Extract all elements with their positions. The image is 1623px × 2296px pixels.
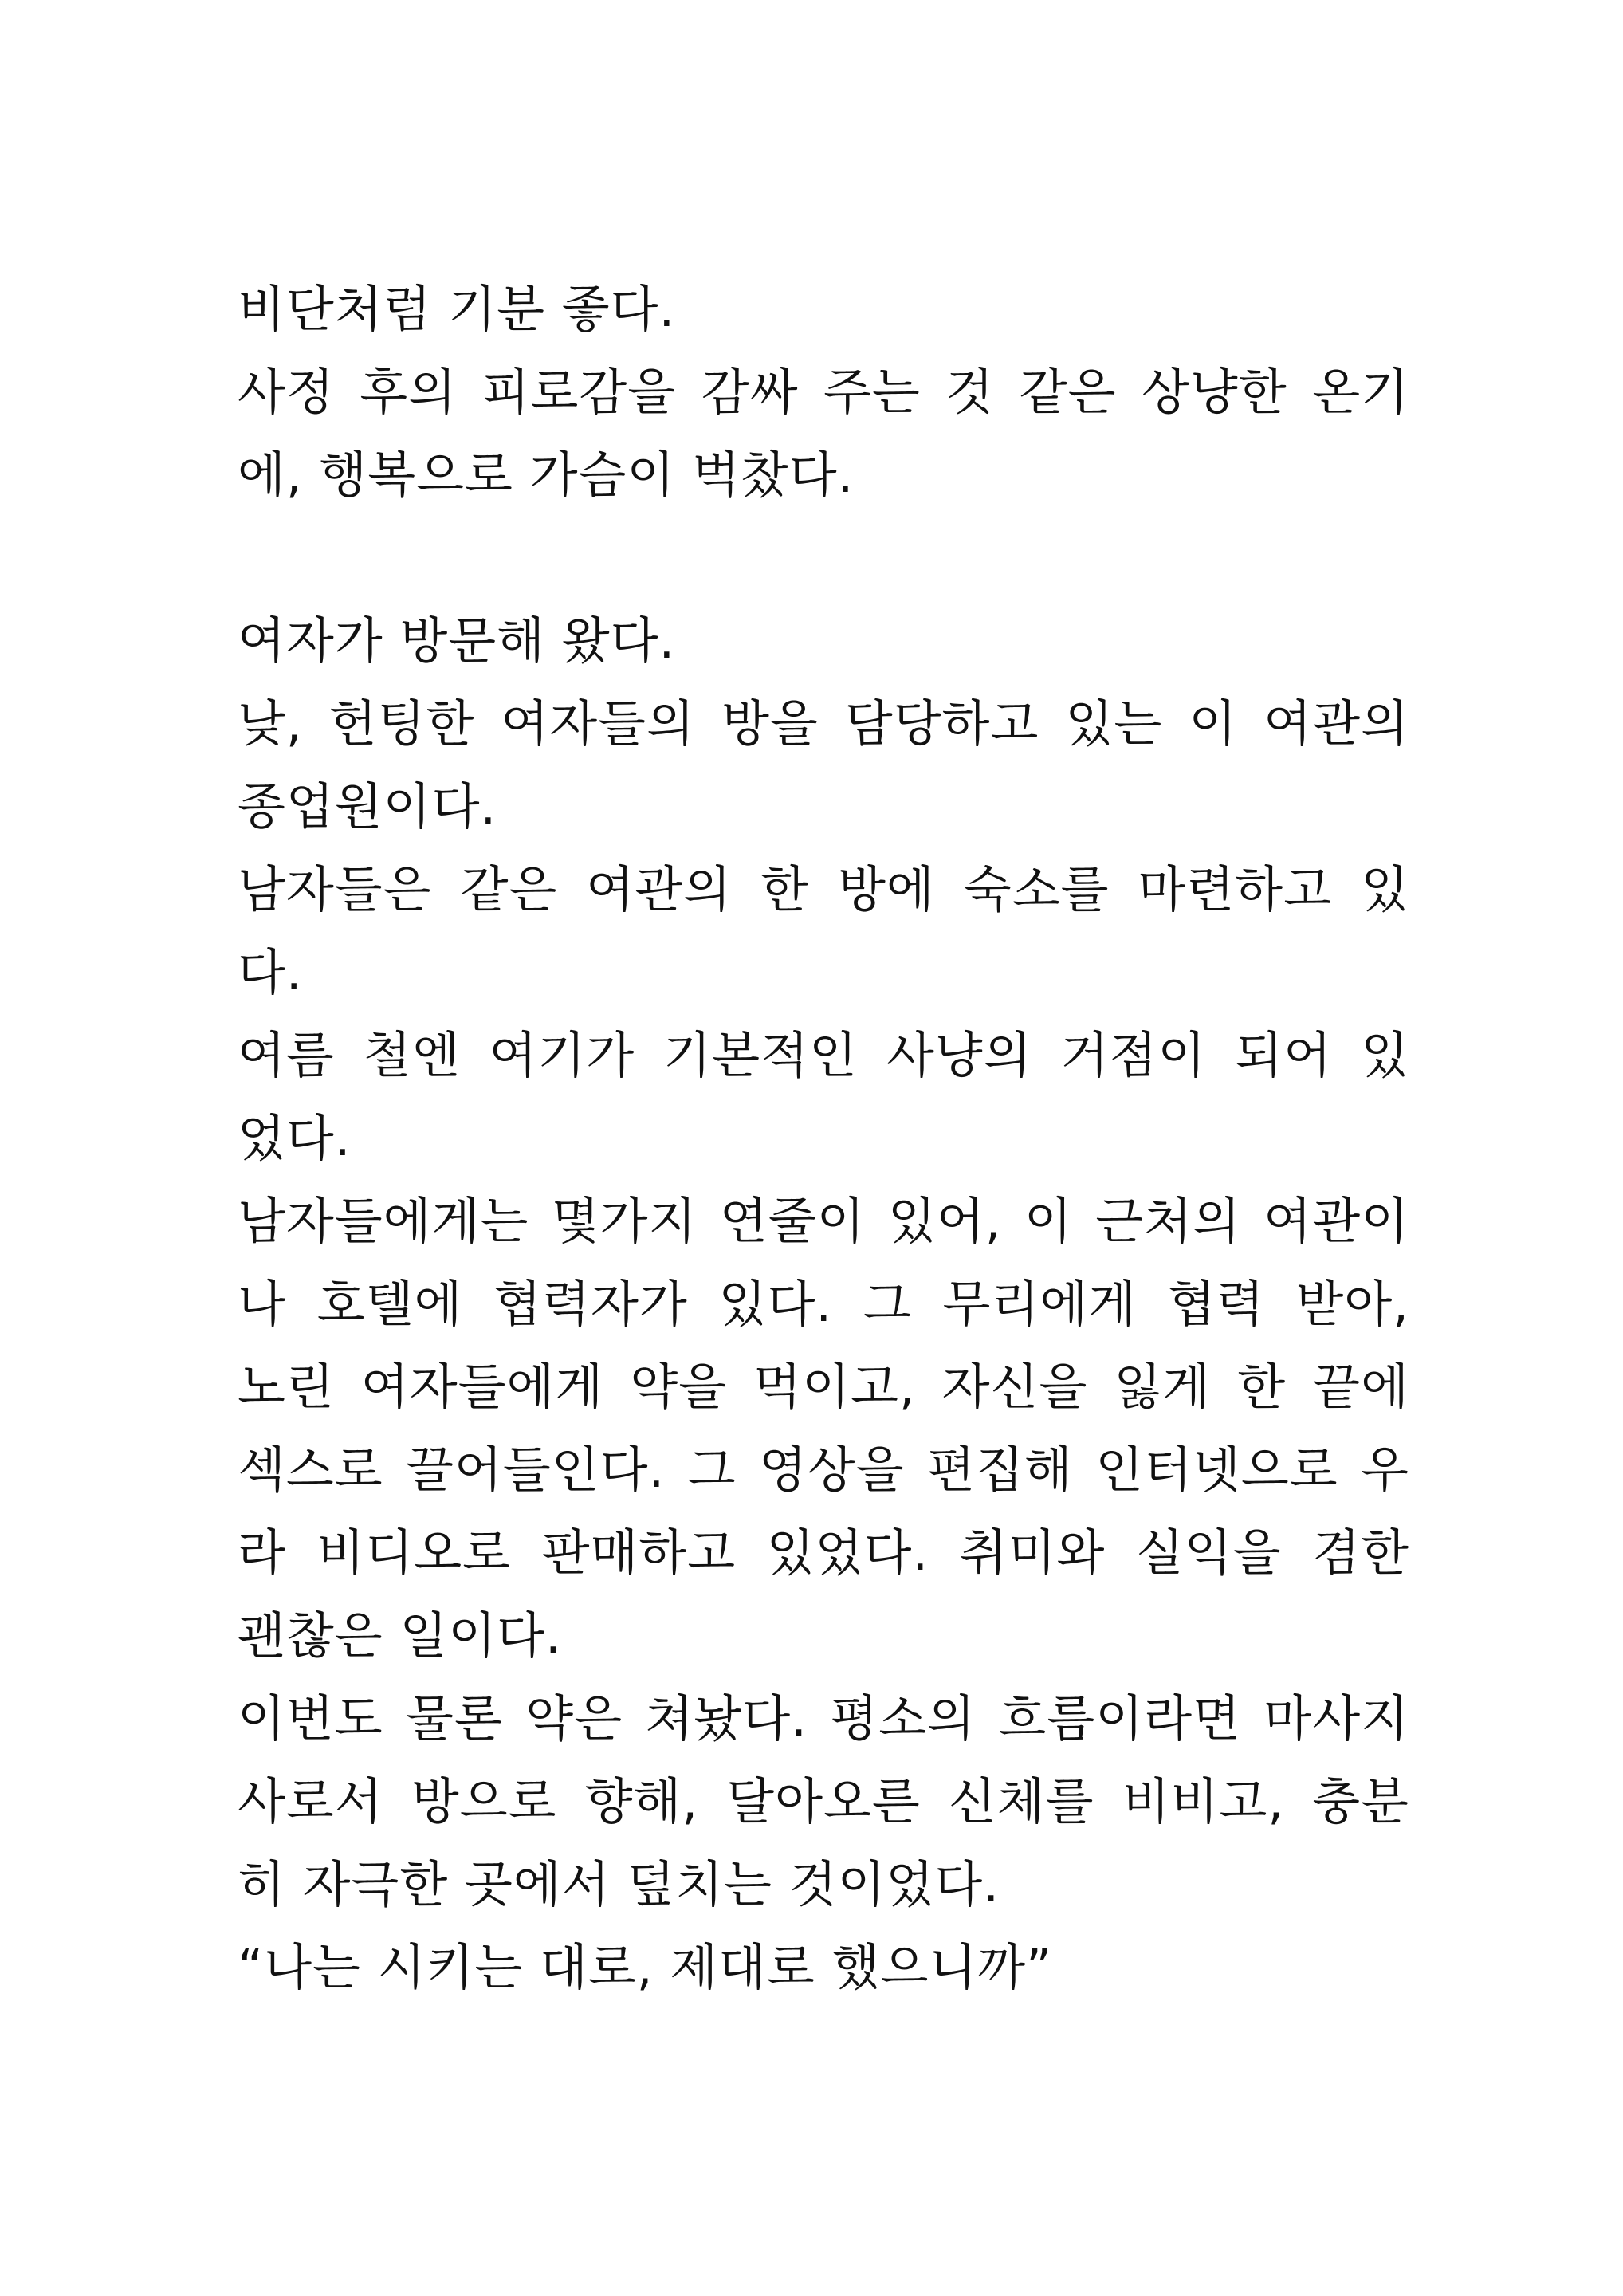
- text-line: 나 호텔에 협력자가 있다. 그 무리에게 협력 받아,: [238, 1275, 1409, 1333]
- text-line: 여자가 방문해 왔다.: [238, 611, 676, 670]
- text-line: 낮, 헌팅한 여자들의 방을 담당하고 있는 이 여관의: [238, 694, 1409, 753]
- text-line: 사로서 방으로 향해, 달아오른 신체를 비비고, 충분: [238, 1772, 1409, 1830]
- text-line: 히 자극한 곳에서 덮치는 것이었다.: [238, 1855, 1000, 1913]
- text-line: 었다.: [238, 1109, 352, 1167]
- text-line: 노린 여자들에게 약을 먹이고, 자신을 잃게 한 끝에: [238, 1358, 1409, 1416]
- text-line: 이번도 물론 약은 쳐놨다. 평소의 흐름이라면 마사지: [238, 1689, 1409, 1748]
- text-line: 종업원이다.: [238, 777, 497, 835]
- text-line: 에, 행복으로 가슴이 벅찼다.: [238, 446, 855, 504]
- text-line: 비단처럼 기분 좋다.: [238, 280, 676, 338]
- text-line: 사정 후의 피로감을 감싸 주는 것 같은 상냥한 온기: [238, 363, 1409, 421]
- text-line: 여름 철엔 여기가 기본적인 사냥의 거점이 되어 있: [238, 1026, 1409, 1084]
- text-line: 남자들에게는 몇가지 연줄이 있어, 이 근처의 여관이: [238, 1192, 1409, 1250]
- text-line: 다.: [238, 943, 303, 1001]
- body-text: [238, 268, 1409, 2009]
- text-line: “나는 시키는 대로, 제대로 했으니까”: [238, 1938, 1053, 1996]
- text-line: 섹스로 끌어들인다. 그 영상을 편집해 인터넷으로 우: [238, 1441, 1409, 1499]
- text-line: 남자들은 같은 여관의 한 방에 숙소를 마련하고 있: [238, 860, 1409, 918]
- blank-line: [238, 517, 1409, 600]
- text-line: 라 비디오로 판매하고 있었다. 취미와 실익을 겸한: [238, 1523, 1409, 1582]
- text-line: 괜찮은 일이다.: [238, 1606, 562, 1665]
